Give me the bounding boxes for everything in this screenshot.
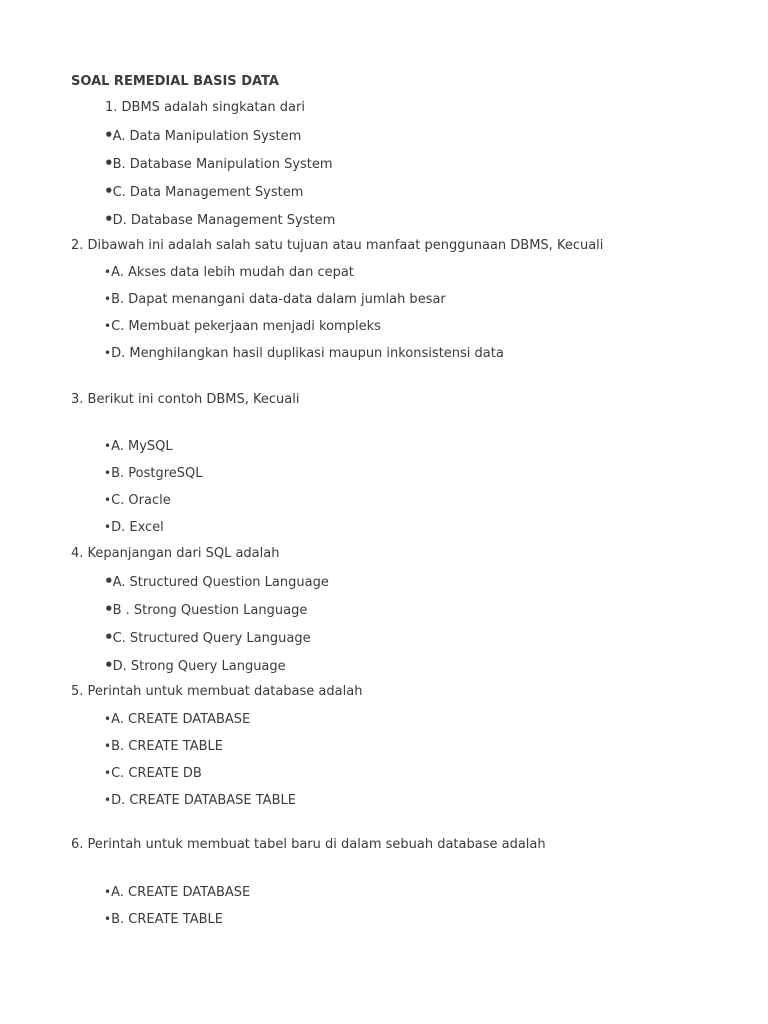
option-4d — [104, 657, 286, 675]
question-3: 3. Berikut ini contoh DBMS, Kecuali — [71, 392, 300, 407]
bullet-icon: • — [104, 793, 112, 807]
option-text: D. Menghilangkan hasil duplikasi maupun inkonsistensi data — [111, 346, 504, 361]
option-text: C. Structured Query Language — [112, 631, 311, 646]
option-text: A. CREATE DATABASE — [111, 712, 251, 727]
option-text: B. PostgreSQL — [111, 466, 203, 481]
option-text: B. Dapat menangani data-data dalam jumlah besar — [111, 292, 446, 307]
question-1: 1. DBMS adalah singkatan dari — [105, 100, 305, 115]
option-6a — [104, 884, 250, 901]
question-4: 4. Kepanjangan dari SQL adalah — [71, 546, 280, 561]
option-text: C. Oracle — [111, 493, 171, 508]
bullet-icon: • — [104, 346, 112, 360]
option-text: D. Database Management System — [112, 213, 336, 228]
option-4b — [104, 601, 307, 619]
bullet-icon: • — [104, 210, 113, 228]
bullet-icon: • — [104, 885, 112, 899]
option-3b — [104, 465, 203, 482]
option-text: A. Data Manipulation System — [112, 129, 302, 144]
option-text: C. Data Management System — [112, 185, 304, 200]
bullet-icon: • — [104, 712, 112, 726]
bullet-icon: • — [104, 600, 113, 618]
option-3d — [104, 519, 164, 536]
option-1d — [104, 211, 335, 229]
bullet-icon: • — [104, 628, 113, 646]
option-2a — [104, 264, 354, 281]
option-text: B . Strong Question Language — [112, 603, 308, 618]
bullet-icon: • — [104, 572, 113, 590]
option-text: B. CREATE TABLE — [111, 912, 223, 927]
document-title: SOAL REMEDIAL BASIS DATA — [71, 74, 279, 89]
bullet-icon: • — [104, 766, 112, 780]
bullet-icon: • — [104, 912, 112, 926]
option-1b — [104, 155, 333, 173]
option-1c — [104, 183, 303, 201]
option-text: A. MySQL — [111, 439, 173, 454]
option-text: D. Strong Query Language — [112, 659, 286, 674]
option-text: A. Structured Question Language — [112, 575, 329, 590]
option-text: A. Akses data lebih mudah dan cepat — [111, 265, 354, 280]
bullet-icon: • — [104, 292, 112, 306]
question-5: 5. Perintah untuk membuat database adalah — [71, 684, 363, 699]
option-text: C. CREATE DB — [111, 766, 202, 781]
bullet-icon: • — [104, 439, 112, 453]
question-2: 2. Dibawah ini adalah salah satu tujuan atau manfaat penggunaan DBMS, Kecuali — [71, 238, 604, 253]
option-5b — [104, 738, 223, 755]
option-text: A. CREATE DATABASE — [111, 885, 251, 900]
bullet-icon: • — [104, 154, 113, 172]
bullet-icon: • — [104, 466, 112, 480]
option-5d — [104, 792, 296, 809]
option-4c — [104, 629, 311, 647]
question-6: 6. Perintah untuk membuat tabel baru di dalam sebuah database adalah — [71, 837, 546, 852]
option-1a — [104, 127, 301, 145]
option-text: B. Database Manipulation System — [112, 157, 333, 172]
option-2d — [104, 345, 504, 362]
option-2b — [104, 291, 446, 308]
bullet-icon: • — [104, 656, 113, 674]
option-2c — [104, 318, 381, 335]
option-3c — [104, 492, 171, 509]
option-text: C. Membuat pekerjaan menjadi kompleks — [111, 319, 381, 334]
bullet-icon: • — [104, 493, 112, 507]
option-3a — [104, 438, 173, 455]
option-text: D. Excel — [111, 520, 164, 535]
bullet-icon: • — [104, 265, 112, 279]
option-5c — [104, 765, 202, 782]
bullet-icon: • — [104, 319, 112, 333]
bullet-icon: • — [104, 126, 113, 144]
bullet-icon: • — [104, 520, 112, 534]
option-4a — [104, 573, 329, 591]
bullet-icon: • — [104, 739, 112, 753]
bullet-icon: • — [104, 182, 113, 200]
option-text: D. CREATE DATABASE TABLE — [111, 793, 296, 808]
option-5a — [104, 711, 250, 728]
option-text: B. CREATE TABLE — [111, 739, 223, 754]
option-6b — [104, 911, 223, 928]
